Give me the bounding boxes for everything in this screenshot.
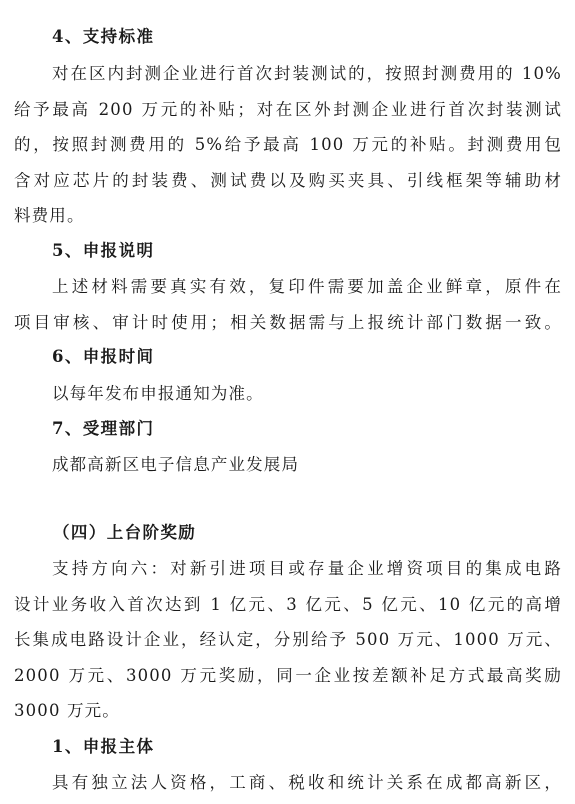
heading-support-standard: 4、支持标准	[52, 27, 155, 46]
heading-accepting-department: 7、受理部门	[52, 419, 155, 438]
paragraph-line: 2000 万元、3000 万元奖励，同一企业按差额补足方式最高奖励	[14, 666, 562, 685]
heading-application-notes: 5、申报说明	[52, 241, 155, 260]
paragraph-line: 长集成电路设计企业，经认定，分别给予 500 万元、1000 万元、	[14, 630, 562, 649]
paragraph-line: 3000 万元。	[14, 701, 120, 720]
paragraph-line: 以每年发布申报通知为准。	[52, 384, 264, 403]
paragraph-line: 支持方向六：对新引进项目或存量企业增资项目的集成电路	[52, 559, 562, 578]
paragraph-line: 的，按照封测费用的 5%给予最高 100 万元的补贴。封测费用包	[14, 135, 562, 154]
section-heading-step-up-award: （四）上台阶奖励	[53, 523, 197, 542]
paragraph-line: 料费用。	[14, 206, 85, 225]
heading-application-time: 6、申报时间	[52, 347, 155, 366]
paragraph-line: 含对应芯片的封装费、测试费以及购买夹具、引线框架等辅助材	[14, 171, 562, 190]
paragraph-line: 项目审核、审计时使用；相关数据需与上报统计部门数据一致。	[14, 313, 562, 332]
paragraph-line: 给予最高 200 万元的补贴；对在区外封测企业进行首次封装测试	[14, 100, 562, 119]
paragraph-line: 成都高新区电子信息产业发展局	[52, 455, 300, 474]
paragraph-line: 上述材料需要真实有效，复印件需要加盖企业鲜章，原件在	[52, 277, 562, 296]
heading-applicant: 1、申报主体	[52, 737, 155, 756]
paragraph-line: 具有独立法人资格，工商、税收和统计关系在成都高新区，	[52, 773, 562, 792]
paragraph-line: 对在区内封测企业进行首次封装测试的，按照封测费用的 10%	[52, 64, 562, 83]
paragraph-line: 设计业务收入首次达到 1 亿元、3 亿元、5 亿元、10 亿元的高增	[14, 595, 562, 614]
